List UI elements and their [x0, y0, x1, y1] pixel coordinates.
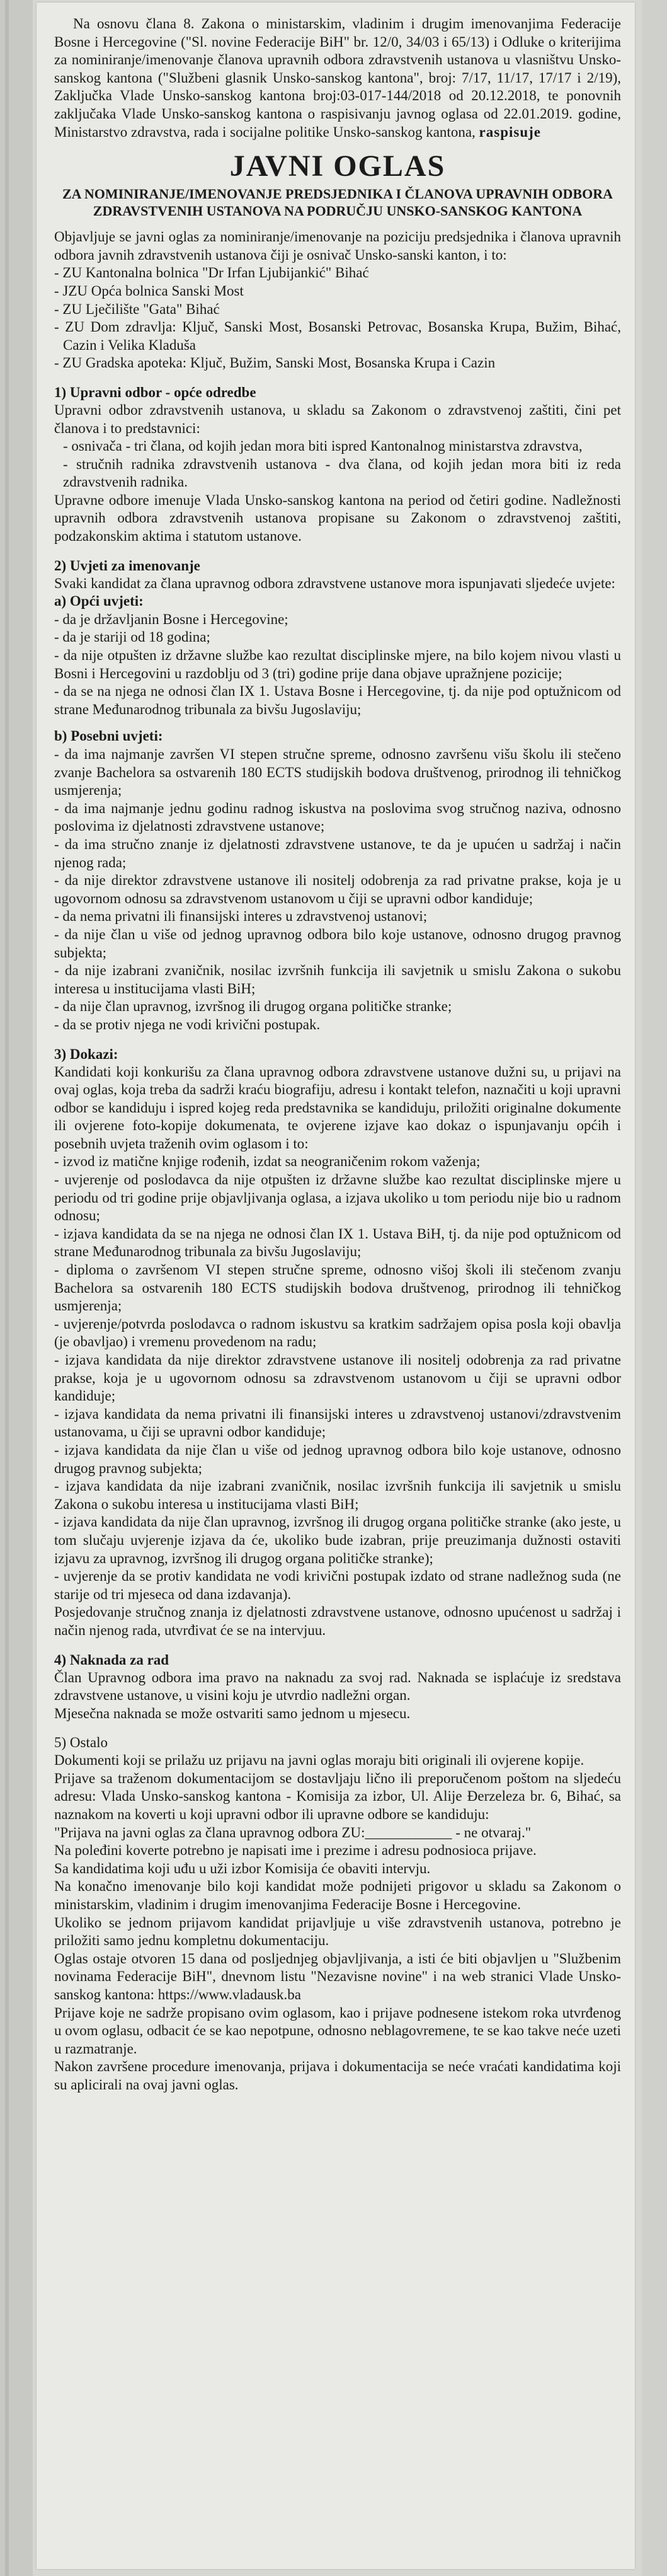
section-5-paragraph-2: Prijave sa traženom dokumentacijom se dostavljaju lično ili preporučenom poštom na sljedeću adresu: Vlada Unsko-sanskog kantona - Komisija za izbor, Ul. Alije Đerzeleza br. 6, Bihać, sa naznakom na koverti u koji upravni odbor ili upravne odbore se kandiduju: — [54, 1770, 621, 1823]
section-2-paragraph: Svaki kandidat za člana upravnog odbora zdravstvene ustanove mora ispunjavati sljedeće uvjete: — [54, 575, 615, 591]
special-conditions-label: b) Posebni uvjeti: — [54, 728, 163, 744]
section-3-heading: 3) Dokazi: — [54, 1046, 118, 1062]
list-item: - da ima stručno znanje iz djelatnosti zdravstvene ustanove, te da je upućen u sadržaj i način njenog rada; — [54, 836, 621, 870]
list-item: - da nije direktor zdravstvene ustanove ili nositelj odobrenja za rad privatne prakse, koja je u ugovornom odnosu sa zdravstvenom ustanovom u čiji se upravni odbor kandiduje; — [54, 872, 621, 906]
section-1-paragraph: Upravni odbor zdravstvenih ustanova, u skladu sa Zakonom o zdravstvenoj zaštiti, čini pet članova i to predstavnici: — [54, 401, 621, 436]
section-1-paragraph-2: Upravne odbore imenuje Vlada Unsko-sanskog kantona na period od četiri godine. Nadležnosti upravnih odbora zdravstvenih ustanova propisane su Zakonom o zdravstvenoj zaštiti, podzakonskim aktima i statutom ustanove. — [54, 492, 621, 545]
general-conditions-list — [54, 611, 621, 719]
list-item: - da se protiv njega ne vodi krivični postupak. — [54, 1016, 321, 1032]
section-3-paragraph: Kandidati koji konkurišu za člana upravnog odbora zdravstvene ustanove dužni su, u prijavi na ovaj oglas, koja treba da sadrži kraću biografiju, adresu i kontakt telefon, naznačiti u koji upravni odbor se kandiduju i ispred kojeg reda predstavnika se kandiduju, priložiti originalne dokumente ili ovjerene foto-kopije dokumenata, te ovjerene izjave kao dokaz o ispunjavanju općih i posebnih uvjeta traženih ovim oglasom i to: — [54, 1063, 621, 1152]
list-item: - izjava kandidata da nije član upravnog, izvršnog ili drugog organa političke stranke (ako jeste, u tom slučaju uvjerenje izjava da će, ukoliko bude izabran, prije preuzimanja dužnosti ostaviti izjavu za upravnog, izvršnog ili drugog organa političke stranke); — [54, 1514, 621, 1566]
section-2-heading: 2) Uvjeti za imenovanje — [54, 557, 200, 574]
general-conditions-label: a) Opći uvjeti: — [54, 593, 144, 609]
section-5-paragraph-3: "Prijava na javni oglas za člana upravnog odbora ZU:____________ - ne otvaraj." — [54, 1824, 532, 1840]
section-1-list — [54, 437, 621, 492]
list-item: - da nije član u više od jednog upravnog odbora bilo koje ustanove, odnosno drugog pravnog subjekta; — [54, 926, 621, 961]
list-item: - da ima najmanje jednu godinu radnog iskustva na poslovima svog stručnog naziva, odnosno poslovima iz djelatnosti zdravstvene ustanove; — [54, 800, 621, 835]
list-item: - ZU Dom zdravlja: Ključ, Sanski Most, Bosanski Petrovac, Bosanska Krupa, Bužim, Bihać, Cazin i Velika Kladuša — [54, 319, 621, 353]
notice-content — [54, 15, 621, 2094]
list-item: - diploma o završenom VI stepen stručne spreme, odnosno višoj školi ili stečenom zvanju Bachelora sa ostvarenih 180 ECTS studijskih bodova društvenog, prirodnog ili tehničkog usmjerenja; — [54, 1262, 621, 1314]
institution-list — [54, 264, 621, 373]
list-item: - izvod iz matične knjige rođenih, izdat sa neograničenim rokom važenja; — [54, 1153, 481, 1170]
list-item: - da se na njega ne odnosi član IX 1. Ustava Bosne i Hercegovine, tj. da nije pod optužnicom od strane Međunarodnog tribunala za bivšu Jugoslaviju; — [54, 683, 621, 717]
newspaper-clipping — [37, 3, 635, 2569]
section-5-paragraph-9: Prijave koje ne sadrže propisano ovim oglasom, kao i prijave podnesene istekom roka utvrđenog u ovom oglasu, odbacit će se kao nepotpune, odnosno neblagovremene, te se kao takve neće uzeti u razmatranje. — [54, 2004, 621, 2057]
list-item: - da ima najmanje završen VI stepen stručne spreme, odnosno završenu višu školu ili stečeno zvanje Bachelora sa ostvarenih 180 ECTS studijskih bodova društvenog, prirodnog ili tehničkog usmjerenja; — [54, 746, 621, 799]
evidence-list — [54, 1153, 621, 1603]
lead-paragraph: Objavljuje se javni oglas za nominiranje/imenovanje na poziciju predsjednika i članova upravnih odbora javnih zdravstvenih ustanova čiji je osnivač Unsko-sanski kanton, i to: — [54, 229, 621, 263]
list-item: - uvjerenje/potvrda poslodavca o radnom iskustvu sa kratkim sadržajem opisa posla koji obavlja (je obavljao) i vremenu provedenom na radu; — [54, 1315, 621, 1350]
list-item: - da nije izabrani zvaničnik, nosilac izvršnih funkcija ili savjetnik u smislu Zakona o sukobu interesa u institucijama vlasti BiH; — [54, 962, 621, 996]
section-5-paragraph-8: Oglas ostaje otvoren 15 dana od posljednjeg objavljivanja, a isti će biti objavljen u "Službenim novinama Federacije BiH", dnevnom listu "Nezavisne novine" i na web stranici Vlade Unsko-sanskog kantona: https://www.vladausk.ba — [54, 1950, 621, 2002]
section-5-heading: 5) Ostalo — [54, 1735, 108, 1751]
list-item: - JZU Opća bolnica Sanski Most — [54, 282, 244, 299]
section-5-paragraph-4: Na poleđini koverte potrebno je napisati ime i prezime i adresu podnosioca prijave. — [54, 1842, 537, 1859]
section-5-paragraph-1: Dokumenti koji se prilažu uz prijavu na javni oglas moraju biti originali ili ovjerene kopije. — [54, 1752, 584, 1769]
section-4-paragraph: Član Upravnog odbora ima pravo na naknadu za svoj rad. Naknada se isplaćuje iz sredstava zdravstvene ustanove, u visini koju je utvrdio nadležni organ. — [54, 1669, 621, 1704]
list-item: - uvjerenje od poslodavca da nije otpušten iz državne službe kao rezultat disciplinske mjere u periodu od tri godine prije objavljivanja oglasa, a izjava ukoliko u tom periodu nije bio u radnom odnosu; — [54, 1172, 621, 1224]
list-item: - ZU Lječilište "Gata" Bihać — [54, 301, 220, 317]
intro-paragraph — [54, 15, 621, 141]
list-item: - da je stariji od 18 godina; — [54, 629, 210, 645]
list-item: - da nije član upravnog, izvršnog ili drugog organa političke stranke; — [54, 998, 452, 1015]
list-item: - ZU Gradska apoteka: Ključ, Bužim, Sanski Most, Bosanska Krupa i Cazin — [54, 355, 496, 371]
intro-text: Na osnovu člana 8. Zakona o ministarskim, vladinim i drugim imenovanjima Federacije Bosne i Hercegovine ("Sl. novine Federacije BiH" br. 12/0, 34/03 i 65/13) i Odluke o kriterijima za nominiranje/imenovanje članova upravnih odbora zdravstvenih ustanova u vlasništvu Unsko-sanskog kantona ("Službeni glasnik Unsko-sanskog kantona", broj: 7/17, 11/17, 17/17 i 2/19), Zaključka Vlade Unsko-sanskog kantona broj:03-017-144/2018 od 20.12.2018, te ponovnih zaključaka Vlade Unsko-sanskog kantona o raspisivanju javnog oglasa od 22.01.2019. godine, Ministarstvo zdravstva, rada i socijalne politike Unsko-sanskog kantona, — [54, 16, 621, 140]
section-1-heading: 1) Upravni odbor - opće odredbe — [54, 384, 256, 400]
list-item: - izjava kandidata da nije izabrani zvaničnik, nosilac izvršnih funkcija ili savjetnik u smislu Zakona o sukobu interesa u institucijama vlasti BiH; — [54, 1478, 621, 1512]
section-5-paragraph-5: Sa kandidatima koji uđu u uži izbor Komisija će obaviti intervju. — [54, 1860, 431, 1876]
list-item: - uvjerenje da se protiv kandidata ne vodi krivični postupak izdato od strane nadležnog suda (ne starije od tri mjeseca od dana izdavanja). — [54, 1568, 621, 1602]
list-item: - da nije otpušten iz državne službe kao rezultat disciplinske mjere, na bilo kojem nivou vlasti u Bosni i Hercegovini u razdoblju od 3 (tri) godine prije dana objave upražnjene pozicije; — [54, 647, 621, 681]
intro-emphasis: raspisuje — [479, 124, 541, 140]
right-gutter — [642, 0, 667, 2576]
notice-subtitle: ZA NOMINIRANJE/IMENOVANJE PREDSJEDNIKA I ČLANOVA UPRAVNIH ODBORA ZDRAVSTVENIH USTANOVA NA PODRUČJU UNSKO-SANSKOG KANTONA — [62, 186, 613, 219]
page-edge — [5, 0, 9, 2576]
section-5-paragraph-10: Nakon završene procedure imenovanja, prijava i dokumentacija se neće vraćati kandidatima koji su aplicirali na ovaj javni oglas. — [54, 2059, 621, 2093]
section-4-paragraph-2: Mjesečna naknada se može ostvariti samo jednom u mjesecu. — [54, 1705, 411, 1721]
special-conditions-list — [54, 746, 621, 1034]
section-5-paragraph-6: Na konačno imenovanje bilo koji kandidat može podnijeti prigovor u skladu sa Zakonom o ministarskim, vladinim i drugim imenovanjima Federacije Bosne i Hercegovine. — [54, 1878, 621, 1913]
section-4-heading: 4) Naknada za rad — [54, 1651, 169, 1668]
list-item: - osnivača - tri člana, od kojih jedan mora biti ispred Kantonalnog ministarstva zdravstva, — [63, 438, 583, 454]
section-3-paragraph-2: Posjedovanje stručnog znanja iz djelatnosti zdravstvene ustanove, odnosno upućenost u sadržaj i način njenog rada, utvrđivat će se na intervjuu. — [54, 1604, 621, 1638]
list-item: - izjava kandidata da nije direktor zdravstvene ustanove ili nositelj odobrenja za rad privatne prakse, koja je u ugovornom odnosu sa zdravstvenom ustanovom u čiji se upravni odbor kandiduje; — [54, 1352, 621, 1404]
list-item: - da nema privatni ili finansijski interes u zdravstvenoj ustanovi; — [54, 908, 428, 925]
list-item: - izjava kandidata da se na njega ne odnosi član IX 1. Ustava BiH, tj. da nije pod optužnicom od strane Međunarodnog tribunala za bivšu Jugoslaviju; — [54, 1225, 621, 1260]
list-item: - izjava kandidata da nema privatni ili finansijski interes u zdravstvenoj ustanovi/zdravstvenim ustanovama, u čiji se upravni odbor kandiduje; — [54, 1406, 621, 1440]
list-item: - izjava kandidata da nije član u više od jednog upravnog odbora bilo koje ustanove, odnosno drugog pravnog subjekta; — [54, 1441, 621, 1476]
list-item: - stručnih radnika zdravstvenih ustanova - dva člana, od kojih jedan mora biti iz reda zdravstvenih radnika. — [63, 456, 621, 490]
notice-title: JAVNI OGLAS — [229, 149, 446, 183]
section-5-paragraph-7: Ukoliko se jednom prijavom kandidat prijavljuje u više zdravstvenih ustanova, potrebno je priložiti samo jednu kompletnu dokumentaciju. — [54, 1914, 621, 1949]
list-item: - ZU Kantonalna bolnica "Dr Irfan Ljubijankić" Bihać — [54, 265, 369, 281]
list-item: - da je državljanin Bosne i Hercegovine; — [54, 611, 288, 627]
